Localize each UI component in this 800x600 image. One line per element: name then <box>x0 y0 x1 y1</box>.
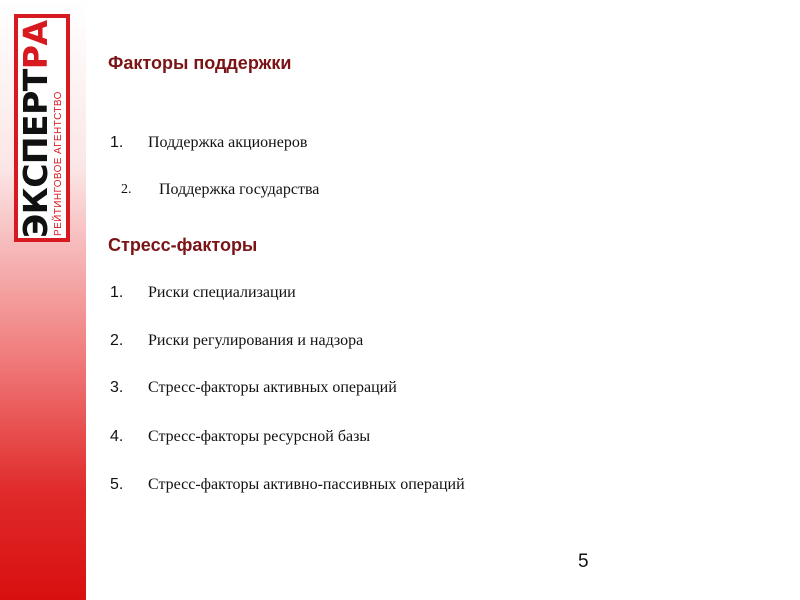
support-factors-heading: Факторы поддержки <box>108 53 292 73</box>
support-item-number: 1. <box>110 134 124 151</box>
logo-word-expert: ЭКСПЕРТ <box>15 69 55 238</box>
logo-inner-panel <box>15 18 66 238</box>
logo-main-text <box>15 18 55 238</box>
support-item-text: Поддержка государства <box>159 181 320 198</box>
stress-item-text: Риски регулирования и надзора <box>148 332 364 349</box>
stress-item-text: Стресс-факторы ресурсной базы <box>148 428 371 445</box>
stress-factors-heading: Стресс-факторы <box>108 235 258 255</box>
page-number: 5 <box>578 551 589 572</box>
logo-subtitle: РЕЙТИНГОВОЕ АГЕНТСТВО <box>52 91 64 236</box>
stress-item-number: 3. <box>110 379 124 396</box>
expert-ra-logo <box>14 14 70 242</box>
stress-item-number: 4. <box>110 428 124 445</box>
logo-word-ra: РА <box>15 20 55 70</box>
support-item-number: 2. <box>121 182 132 197</box>
stress-item-number: 1. <box>110 284 124 301</box>
stress-item-number: 2. <box>110 332 124 349</box>
logo-text <box>15 18 66 238</box>
stress-item-number: 5. <box>110 476 124 493</box>
stress-item-text: Риски специализации <box>148 284 296 301</box>
stress-item-text: Стресс-факторы активных операций <box>148 379 397 396</box>
stress-item-text: Стресс-факторы активно-пассивных операций <box>148 476 465 493</box>
support-item-text: Поддержка акционеров <box>148 134 308 151</box>
